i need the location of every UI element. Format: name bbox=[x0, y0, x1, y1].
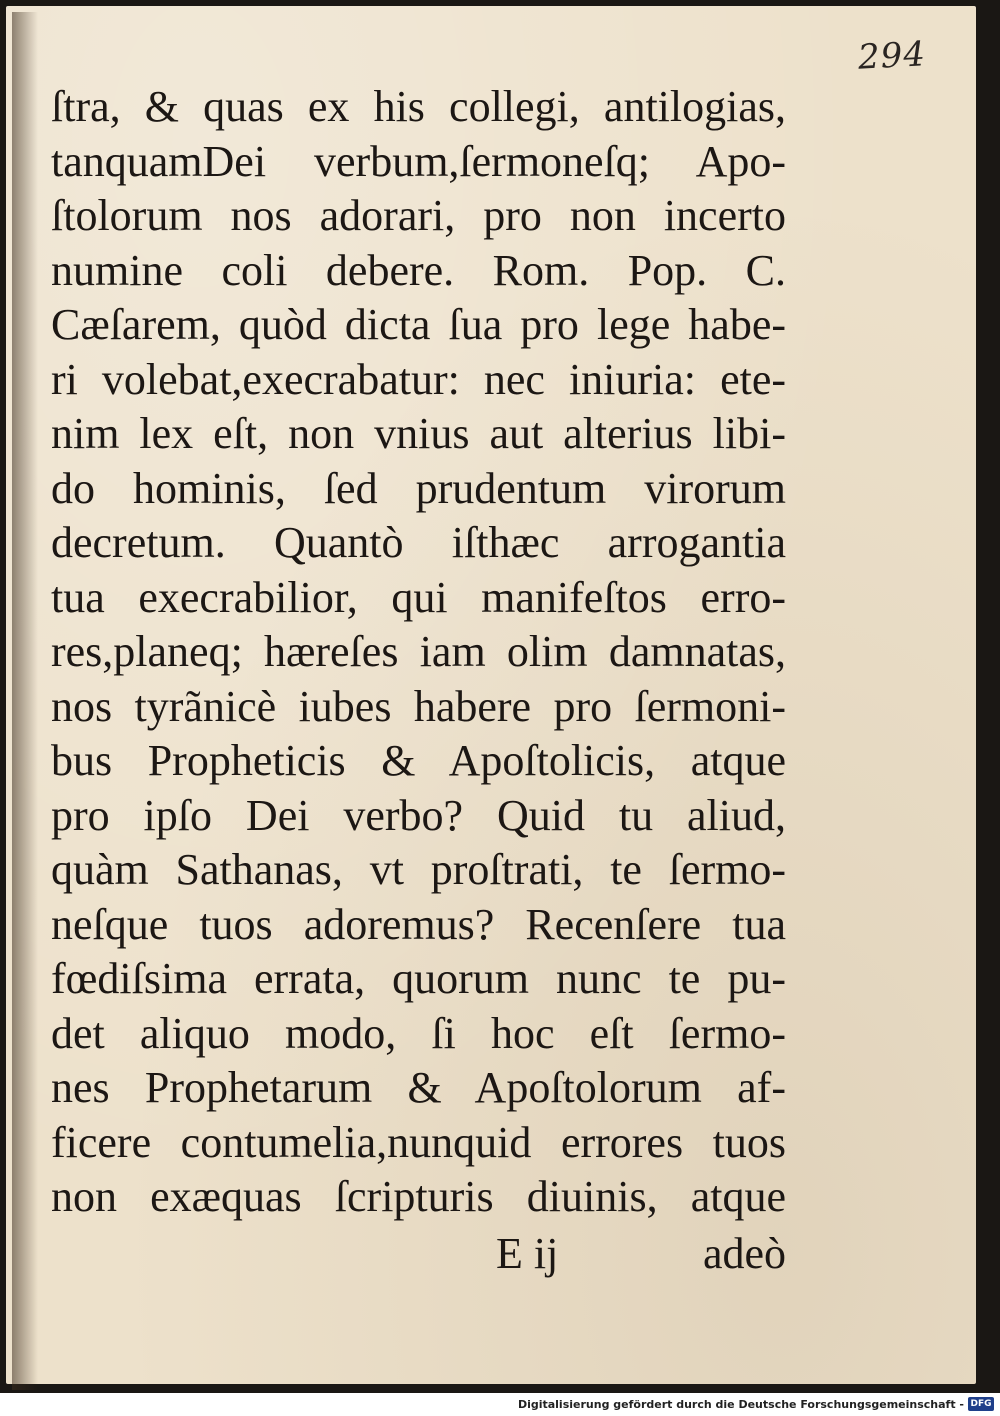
text-line: neſque tuos adoremus? Recenſere tua bbox=[51, 899, 786, 949]
text-line: ſtolorum nos adorari, pro non incerto bbox=[51, 191, 786, 240]
text-line: quàm Sathanas, vt proſtrati, te ſermo- bbox=[51, 845, 786, 894]
dfg-logo-icon: DFG bbox=[968, 1397, 994, 1411]
page-gutter-shadow bbox=[12, 12, 38, 1390]
text-line: ficere contumelia,nunquid errores tuos bbox=[51, 1117, 786, 1167]
book-page bbox=[6, 6, 976, 1384]
text-line: bus Propheticis & Apoſtolicis, atque bbox=[51, 736, 786, 785]
text-line: ri volebat,execrabatur: nec iniuria: ete- bbox=[51, 354, 786, 404]
text-line: tua execrabilior, qui manifeſtos erro- bbox=[51, 572, 786, 622]
text-line: numine coli debere. Rom. Pop. C. bbox=[51, 245, 786, 295]
text-line: non exæquas ſcripturis diuinis, atque bbox=[51, 1172, 786, 1221]
text-line: decretum. Quantò iſthæc arrogantia bbox=[51, 518, 786, 567]
catchword: adeò bbox=[702, 1229, 786, 1278]
text-line: nes Prophetarum & Apoſtolorum af- bbox=[51, 1063, 786, 1112]
text-line: res,planeq; hæreſes iam olim damnatas, bbox=[51, 627, 786, 676]
text-line: tanquamDei verbum,ſermoneſq; Apo- bbox=[51, 136, 786, 186]
page-number: 294 bbox=[856, 34, 927, 78]
text-line: ſtra, & quas ex his collegi, antilogias, bbox=[51, 82, 786, 131]
text-line: do hominis, ſed prudentum virorum bbox=[51, 463, 786, 513]
text-line: nos tyrãnicè iubes habere pro ſermoni- bbox=[51, 681, 786, 731]
footer-bar bbox=[0, 1393, 1000, 1416]
footer-credit: Digitalisierung gefördert durch die Deutsche Forschungsgemeinschaft - bbox=[517, 1398, 964, 1411]
text-block bbox=[51, 80, 786, 1225]
signature-mark: E ij bbox=[496, 1229, 559, 1278]
text-line: fœdiſsima errata, quorum nunc te pu- bbox=[51, 954, 786, 1003]
text-line: nim lex eſt, non vnius aut alterius libi- bbox=[51, 409, 786, 458]
text-line: pro ipſo Dei verbo? Quid tu aliud, bbox=[51, 790, 786, 840]
text-line: det aliquo modo, ſi hoc eſt ſermo- bbox=[51, 1008, 786, 1058]
text-line: Cæſarem, quòd dicta ſua pro lege habe- bbox=[51, 300, 786, 349]
